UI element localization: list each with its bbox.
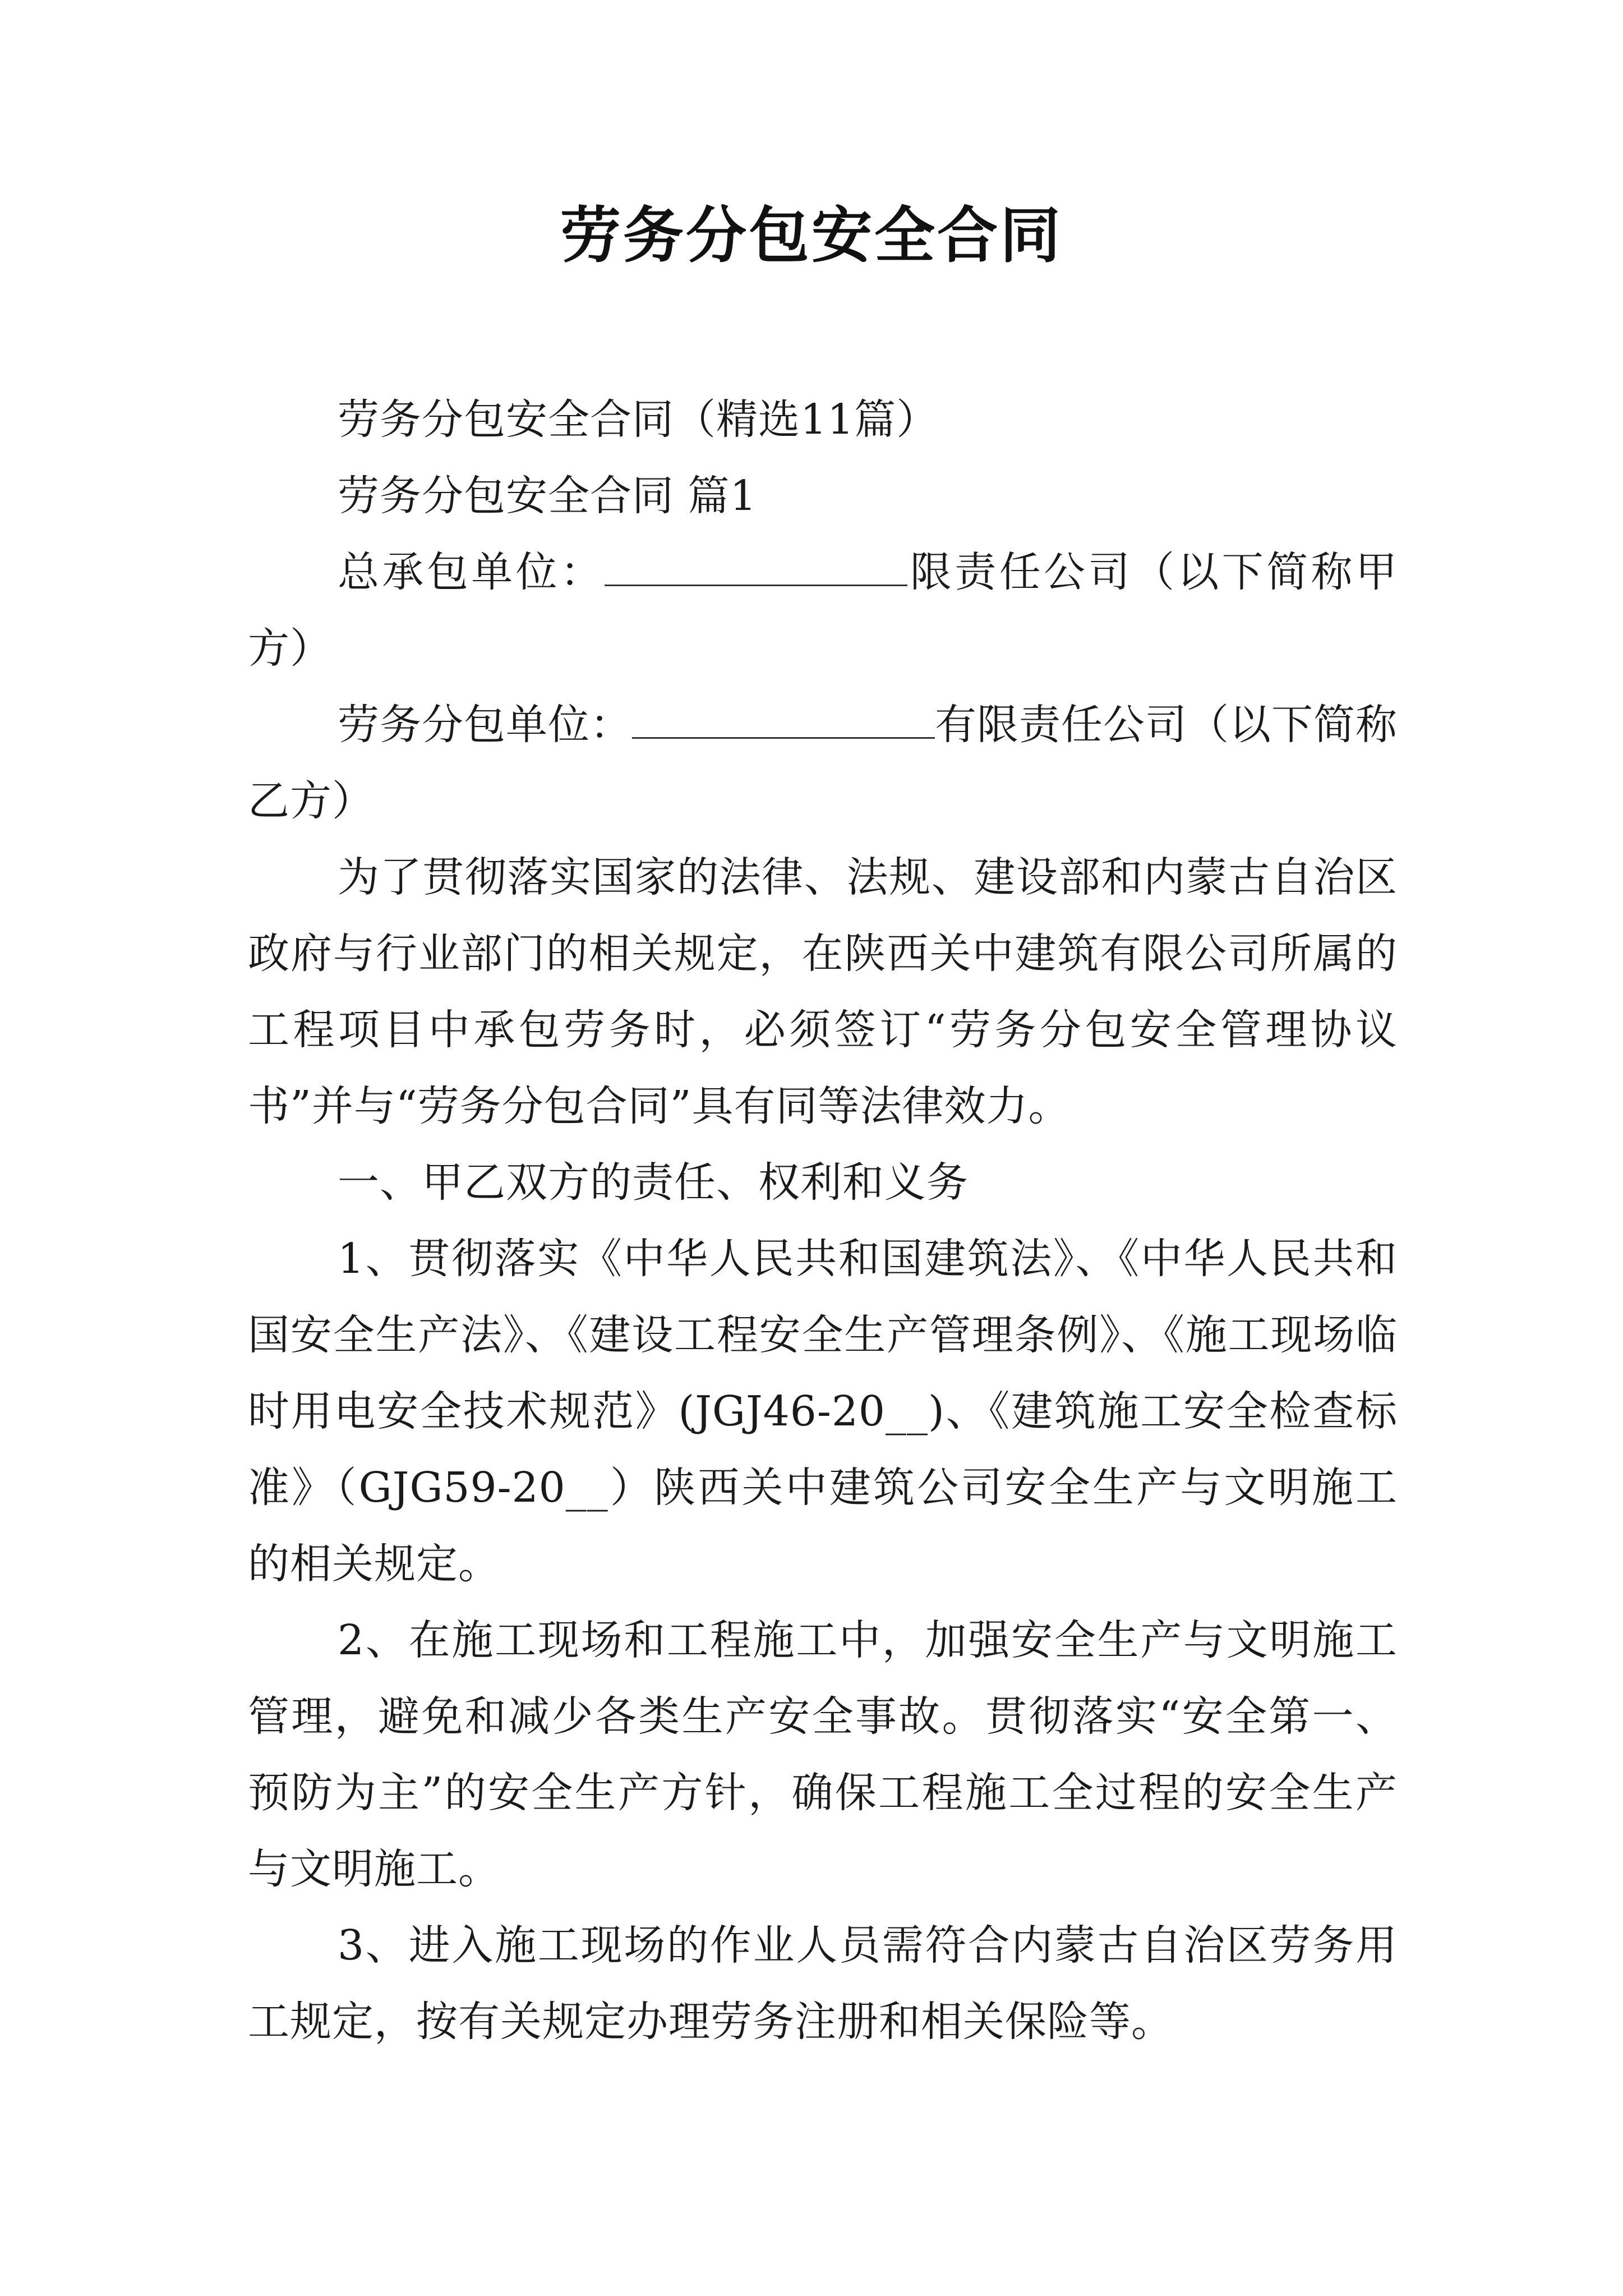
labor-subcontractor-suffix: 有限责任公司（以下简称乙方）	[248, 701, 1398, 825]
labor-subcontractor-label: 劳务分包单位：	[338, 701, 632, 749]
paragraph-article-heading: 一、甲乙双方的责任、权利和义务	[338, 1158, 969, 1207]
paragraph-clause-2: 2、在施工现场和工程施工中，加强安全生产与文明施工管理，避免和减少各类生产安全事故。贯彻落实“安全第一、预防为主”的安全生产方针，确保工程施工全过程的安全生产与文明施工。	[248, 1616, 1398, 1893]
general-contractor-blank	[605, 545, 907, 586]
general-contractor-suffix: 限责任公司（以下简称甲方）	[248, 548, 1398, 673]
document-body	[248, 381, 1398, 2060]
paragraph-section-heading: 劳务分包安全合同 篇1	[338, 472, 757, 520]
labor-subcontractor-blank	[632, 698, 935, 739]
paragraph-subtitle: 劳务分包安全合同（精选11篇）	[338, 395, 939, 444]
paragraph-clause-3: 3、进入施工现场的作业人员需符合内蒙古自治区劳务用工规定，按有关规定办理劳务注册和相关保险等。	[248, 1921, 1398, 2046]
paragraph-clause-1: 1、贯彻落实《中华人民共和国建筑法》、《中华人民共和国安全生产法》、《建设工程安全生产管理条例》、《施工现场临时用电安全技术规范》(JGJ46-20__)、《建筑施工安全检查标准》（GJG59-20__）陕西关中建筑公司安全生产与文明施工的相关规定。	[248, 1235, 1398, 1588]
general-contractor-label: 总承包单位：	[338, 548, 605, 596]
paragraph-preamble: 为了贯彻落实国家的法律、法规、建设部和内蒙古自治区政府与行业部门的相关规定，在陕西关中建筑有限公司所属的工程项目中承包劳务时，必须签订“劳务分包安全管理协议书”并与“劳务分包合同”具有同等法律效力。	[248, 853, 1398, 1130]
document-title: 劳务分包安全合同	[560, 200, 1063, 271]
paragraph-general-contractor	[248, 534, 1398, 687]
paragraph-labor-subcontractor	[248, 687, 1398, 839]
